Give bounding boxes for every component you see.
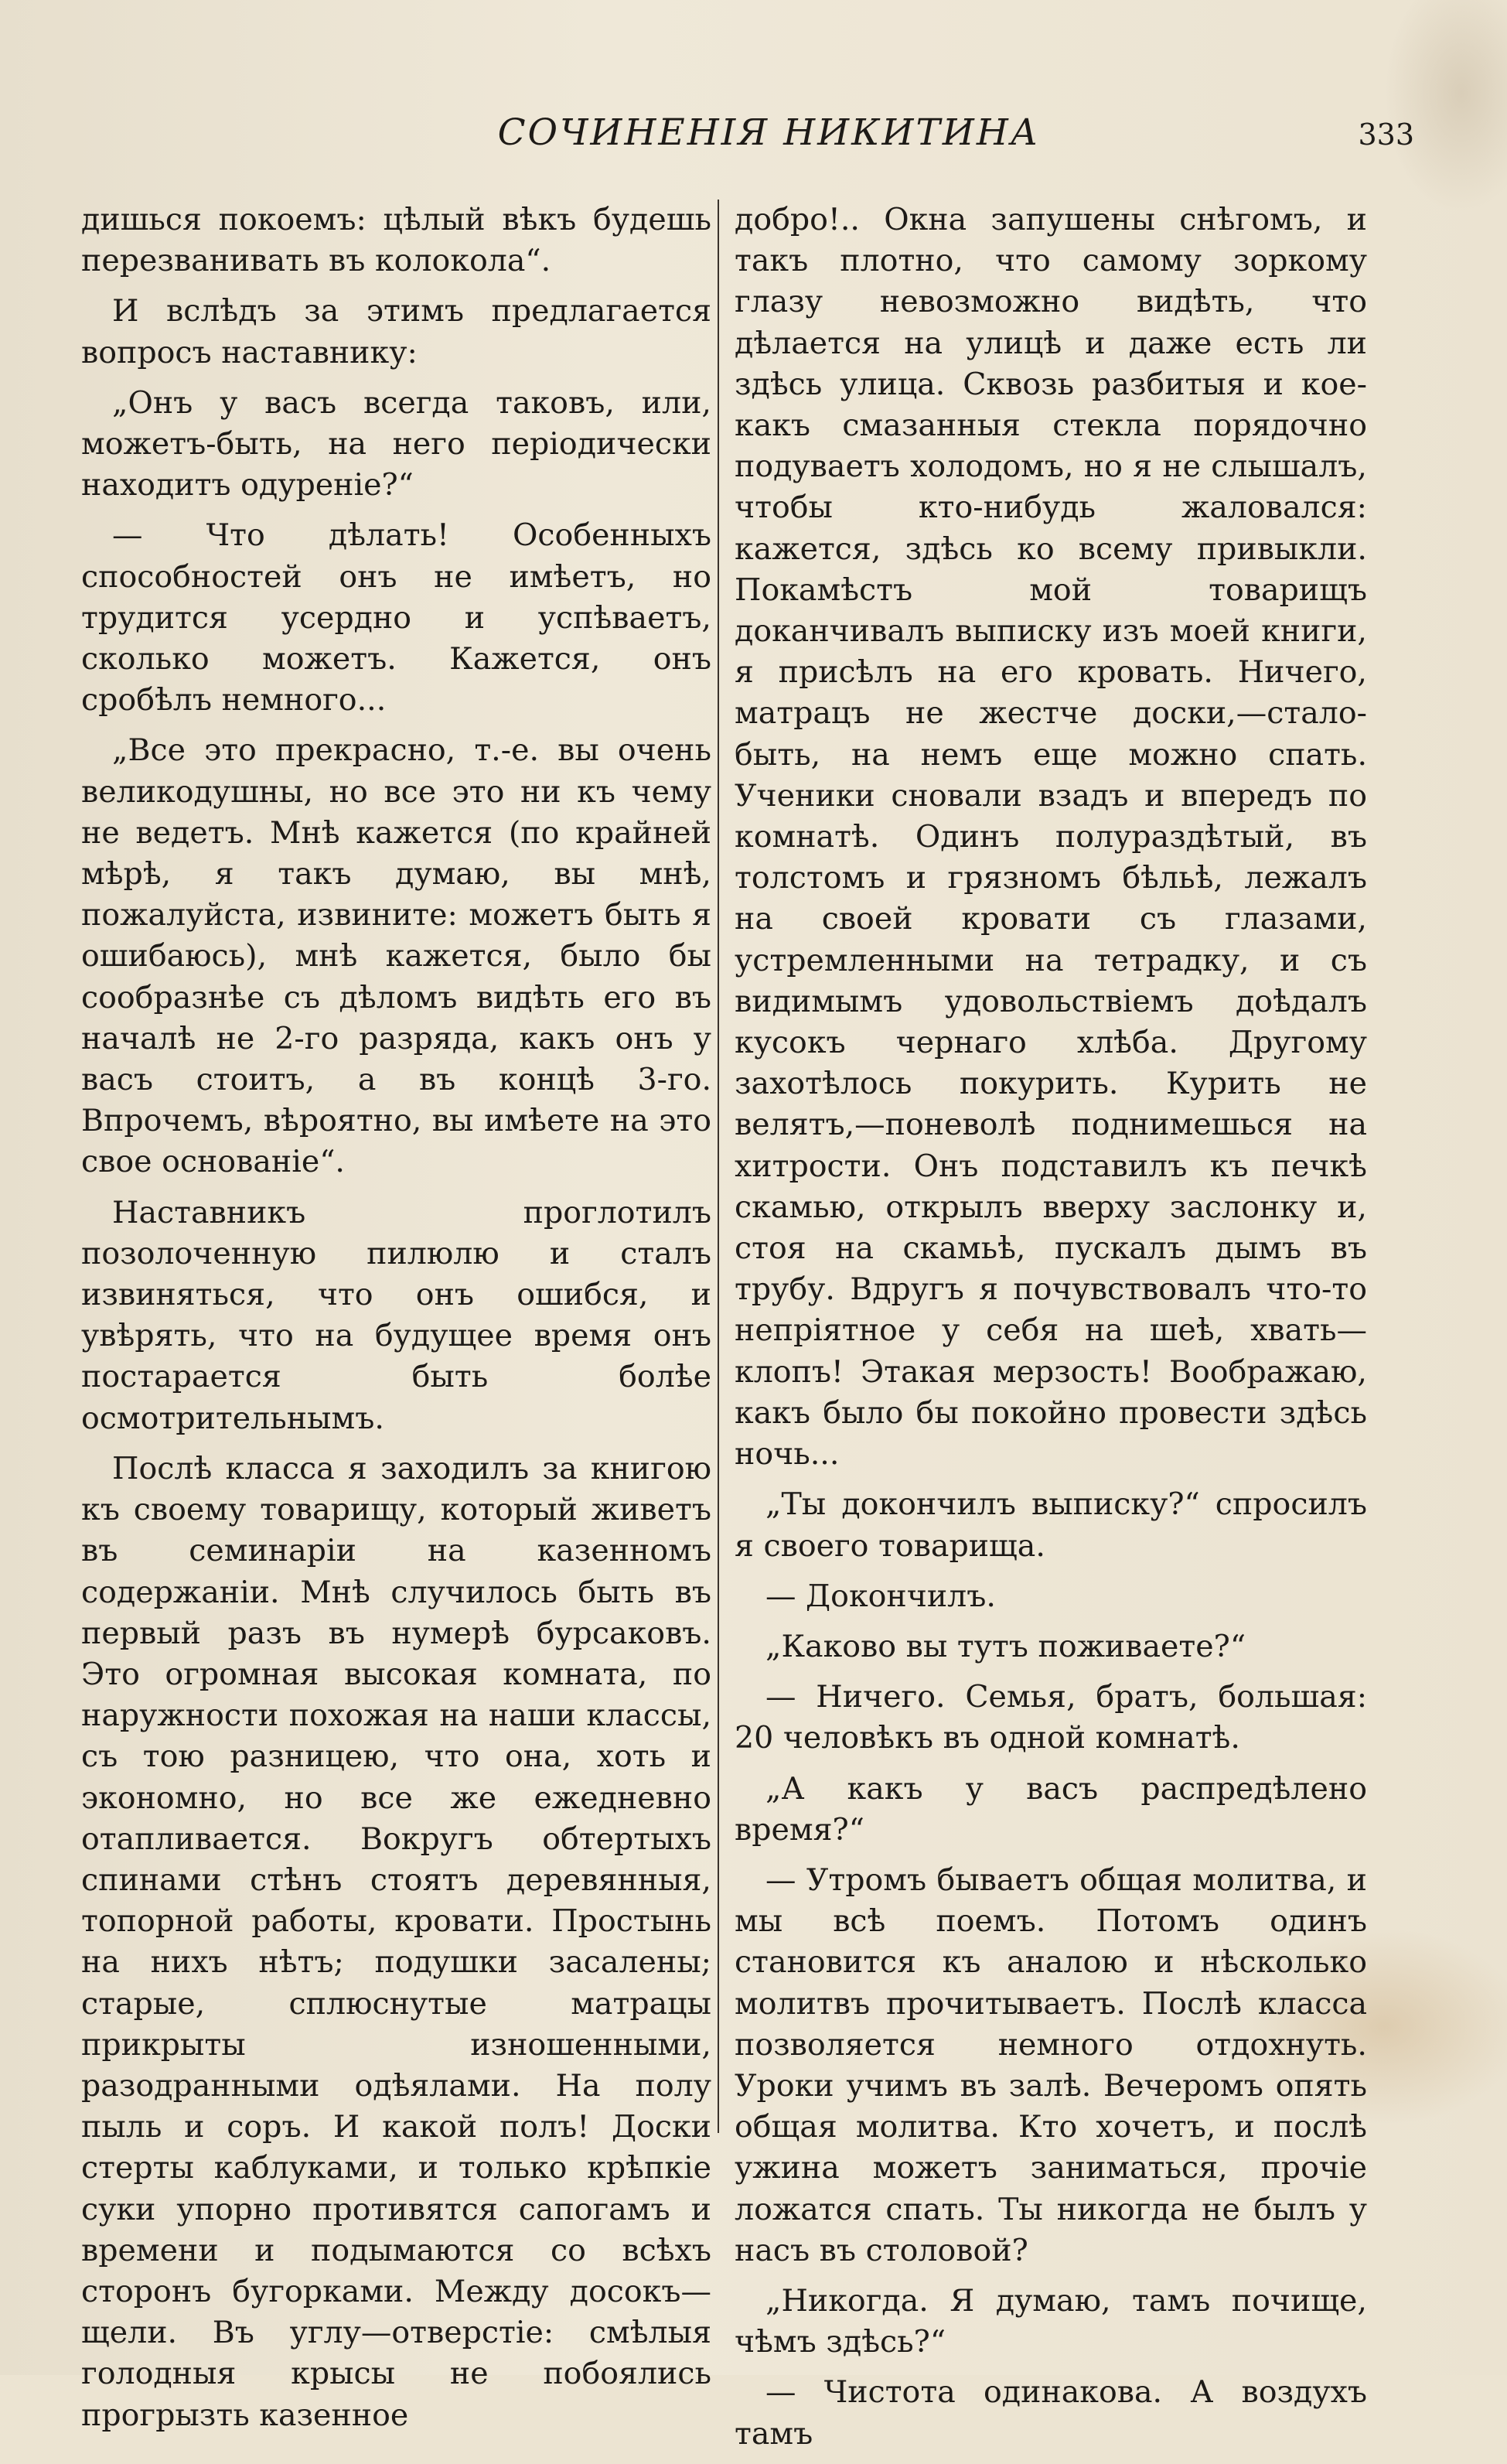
page-number: 333 <box>1358 118 1414 152</box>
paragraph: Послѣ класса я заходилъ за книгою къ своему товарищу, который живетъ въ семинаріи на казенномъ содержаніи. Мнѣ случилось быть въ первый разъ въ нумерѣ бурсаковъ. Это огромная высокая комната, по наружности похожая на наши классы, съ тою разницею, что она, хоть и экономно, но все же ежедневно отапливается. Вокругъ обтертыхъ спинами стѣнъ стоятъ деревянныя, топорной работы, кровати. Простынь на нихъ нѣтъ; подушки засалены; старые, сплюснутые матрацы прикрыты изношенными, разодранными одѣялами. На полу пыль и соръ. И какой полъ! Доски стерты каблуками, и только крѣпкіе суки упорно противятся сапогамъ и времени и подымаются со всѣхъ сторонъ бугорками. Между досокъ—щели. Въ углу—отверстіе: смѣлыя голодныя крысы не побоялись прогрызть казенное <box>81 1450 711 2433</box>
paragraph: добро!.. Окна запушены снѣгомъ, и такъ плотно, что самому зоркому глазу невозможно видѣть, что дѣлается на улицѣ и даже есть ли здѣсь улица. Сквозь разбитыя и кое-какъ смазанныя стекла порядочно подуваетъ холодомъ, но я не слышалъ, чтобы кто-нибудь жаловался: кажется, здѣсь ко всему привыкли. Покамѣстъ мой товарищъ доканчивалъ выписку изъ моей книги, я присѣлъ на его кровать. Ничего, матрацъ не жестче доски,—стало-быть, на немъ еще можно спать. Ученики сновали взадъ и впередъ по комнатѣ. Одинъ полураздѣтый, въ толстомъ и грязномъ бѣльѣ, лежалъ на своей кровати съ глазами, устремленными на тетрадку, и съ видимымъ удовольствіемъ доѣдалъ кусокъ чернаго хлѣба. Другому захотѣлось покурить. Курить не велятъ,—поневолѣ поднимешься на хитрости. Онъ подставилъ къ печкѣ скамью, открылъ вверху заслонку и, стоя на скамьѣ, пускалъ дымъ въ трубу. Вдругъ я почувствовалъ что-то непріятное у себя на шеѣ, хвать—клопъ! Этакая мерзость! Воображаю, какъ было бы покойно провести здѣсь ночь... <box>735 202 1367 1473</box>
page-header <box>0 108 1507 162</box>
paragraph: — Докончилъ. <box>765 1578 996 1614</box>
paragraph: „Каково вы тутъ поживаете?“ <box>765 1628 1246 1664</box>
paragraph: — Чистота одинакова. А воздухъ тамъ <box>735 2374 1367 2452</box>
paragraph: — Утромъ бываетъ общая молитва, и мы всѣ поемъ. Потомъ одинъ становится къ аналою и нѣсколько молитвъ прочитываетъ. Послѣ класса позволяется немного отдохнуть. Уроки учимъ въ залѣ. Вечеромъ опять общая молитва. Кто хочетъ, и послѣ ужина можетъ заниматься, прочіе ложатся спать. Ты никогда не былъ у насъ въ столовой? <box>735 1862 1367 2268</box>
paragraph: „А какъ у васъ распредѣлено время?“ <box>735 1770 1367 1848</box>
paragraph: И вслѣдъ за этимъ предлагается вопросъ наставнику: <box>81 293 711 370</box>
left-column <box>81 200 711 2445</box>
running-title: СОЧИНЕНІЯ НИКИТИНА <box>497 111 1041 154</box>
paragraph: Наставникъ проглотилъ позолоченную пилюлю и сталъ извиняться, что онъ ошибся, и увѣрять, что на будущее время онъ постарается быть болѣе осмотрительнымъ. <box>81 1194 711 1436</box>
paragraph: „Онъ у васъ всегда таковъ, или, можетъ-быть, на него періодически находитъ одуреніе?“ <box>81 384 711 503</box>
paragraph: — Ничего. Семья, братъ, большая: 20 человѣкъ въ одной комнатѣ. <box>735 1679 1367 1756</box>
paragraph: „Никогда. Я думаю, тамъ почище, чѣмъ здѣсь?“ <box>735 2282 1367 2360</box>
paragraph: „Все это прекрасно, т.-е. вы очень великодушны, но все это ни къ чему не ведетъ. Мнѣ кажется (по крайней мѣрѣ, я такъ думаю, вы мнѣ, пожалуйста, извините: можетъ быть я ошибаюсь), мнѣ кажется, было бы сообразнѣе съ дѣломъ видѣть его въ началѣ не 2-го разряда, какъ онъ у васъ стоитъ, а въ концѣ 3-го. Впрочемъ, вѣроятно, вы имѣете на это свое основаніе“. <box>81 732 711 1180</box>
right-column <box>735 200 1367 2464</box>
paragraph: дишься покоемъ: цѣлый вѣкъ будешь перезванивать въ колокола“. <box>81 202 711 279</box>
column-divider <box>718 200 719 2133</box>
paragraph: — Что дѣлать! Особенныхъ способностей онъ не имѣетъ, но трудится усердно и успѣваетъ, сколько можетъ. Кажется, онъ сробѣлъ немного... <box>81 517 711 718</box>
paragraph: „Ты докончилъ выписку?“ спросилъ я своего товарища. <box>735 1486 1367 1564</box>
